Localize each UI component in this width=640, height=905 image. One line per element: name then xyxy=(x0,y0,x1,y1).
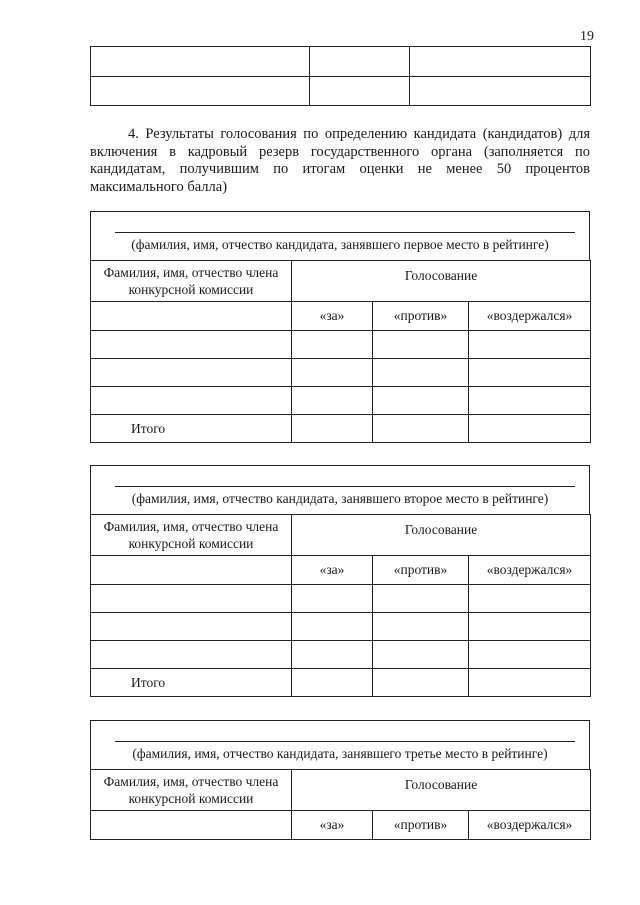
total-label: Итого xyxy=(91,415,292,443)
table-row xyxy=(91,359,591,387)
table-row xyxy=(91,613,591,641)
option-for: «за» xyxy=(292,302,373,331)
table-cell xyxy=(91,811,292,840)
table-cell xyxy=(91,302,292,331)
table-cell xyxy=(310,47,410,77)
candidate-block-3 xyxy=(90,720,590,840)
candidate-block-1 xyxy=(90,211,590,443)
member-header: Фамилия, имя, отчество члена конкурсной комиссии xyxy=(91,261,292,302)
option-abstained: «воздержался» xyxy=(469,302,591,331)
candidate-block-2 xyxy=(90,465,590,697)
table-row xyxy=(91,585,591,613)
candidate-caption: (фамилия, имя, отчество кандидата, занявшего третье место в рейтинге) xyxy=(132,746,548,761)
candidate-caption-box xyxy=(90,211,590,260)
section-4-paragraph: 4. Результаты голосования по определению кандидата (кандидатов) для включения в кадровый резерв государственного органа (заполняется по кандидатам, получившим по итогам оценки не менее 50 процентов максимального балла) xyxy=(90,126,590,195)
table-cell xyxy=(410,47,591,77)
total-row xyxy=(91,415,591,443)
voting-table xyxy=(90,769,591,840)
option-for: «за» xyxy=(292,556,373,585)
member-header: Фамилия, имя, отчество члена конкурсной комиссии xyxy=(91,515,292,556)
candidate-name-line xyxy=(115,741,575,742)
option-against: «против» xyxy=(373,556,469,585)
candidate-caption: (фамилия, имя, отчество кандидата, занявшего второе место в рейтинге) xyxy=(131,491,549,506)
table-cell xyxy=(310,77,410,106)
voting-table xyxy=(90,514,591,697)
total-label: Итого xyxy=(91,669,292,697)
member-header: Фамилия, имя, отчество члена конкурсной комиссии xyxy=(91,770,292,811)
voting-header: Голосование xyxy=(292,770,591,811)
candidate-caption-box xyxy=(90,720,590,769)
total-row xyxy=(91,669,591,697)
candidate-name-line xyxy=(115,486,575,487)
candidate-name-line xyxy=(115,232,575,233)
page-number: 19 xyxy=(580,29,594,44)
table-cell xyxy=(91,77,310,106)
option-against: «против» xyxy=(373,302,469,331)
voting-table xyxy=(90,260,591,443)
previous-table-continuation xyxy=(90,46,591,106)
option-for: «за» xyxy=(292,811,373,840)
table-row xyxy=(91,387,591,415)
voting-header: Голосование xyxy=(292,261,591,302)
table-row xyxy=(91,641,591,669)
voting-header: Голосование xyxy=(292,515,591,556)
option-against: «против» xyxy=(373,811,469,840)
option-abstained: «воздержался» xyxy=(469,556,591,585)
candidate-caption-box xyxy=(90,465,590,514)
table-cell xyxy=(91,556,292,585)
table-cell xyxy=(410,77,591,106)
candidate-caption: (фамилия, имя, отчество кандидата, занявшего первое место в рейтинге) xyxy=(131,237,549,252)
table-cell xyxy=(91,47,310,77)
option-abstained: «воздержался» xyxy=(469,811,591,840)
table-row xyxy=(91,331,591,359)
